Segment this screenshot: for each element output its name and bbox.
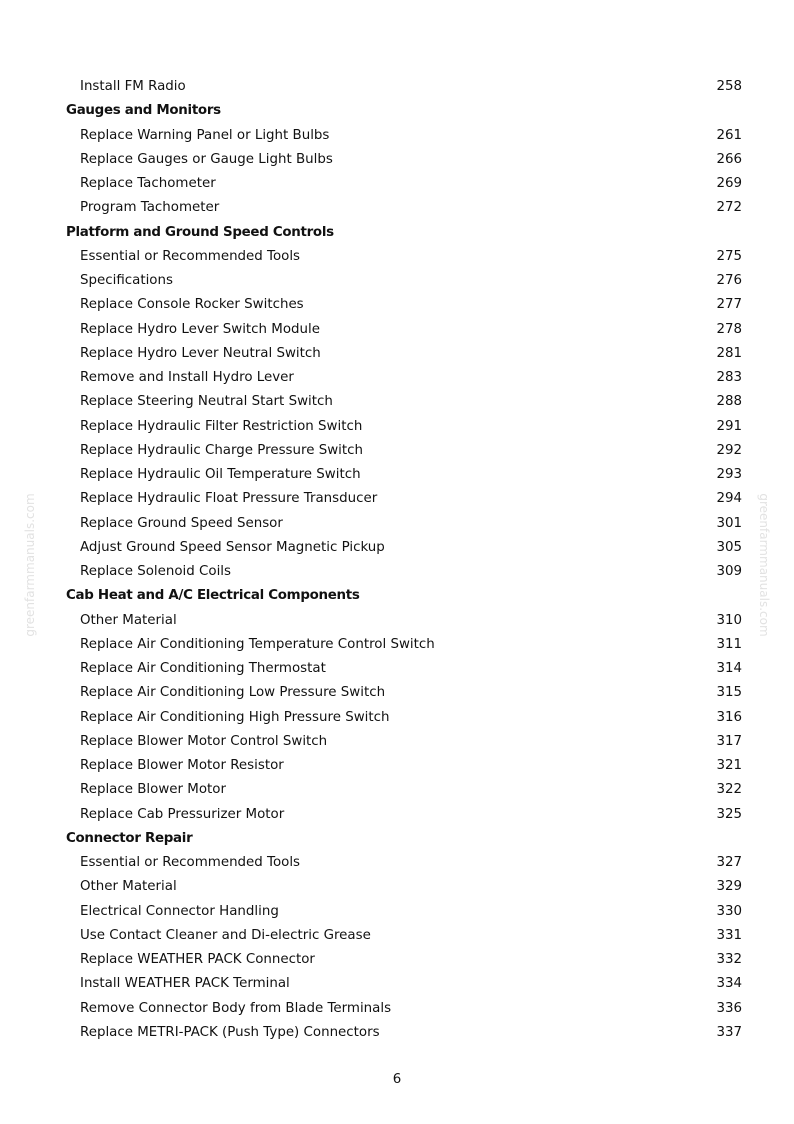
toc-entry[interactable]: [0, 1021, 794, 1045]
entry-page-number: 334: [716, 976, 742, 992]
toc-entry[interactable]: [0, 342, 794, 366]
entry-title: Replace Warning Panel or Light Bulbs: [80, 127, 330, 143]
toc-entry[interactable]: [0, 851, 794, 875]
entry-page-number: 278: [716, 321, 742, 337]
entry-title: Replace Tachometer: [80, 176, 216, 191]
toc-section-heading: [0, 221, 794, 245]
entry-page-number: 327: [716, 855, 742, 870]
entry-page-number: 310: [716, 612, 742, 628]
section-title: Gauges and Monitors: [66, 103, 221, 119]
entry-page-number: 261: [716, 127, 742, 143]
table-of-contents: [0, 75, 794, 1045]
toc-entry[interactable]: [0, 463, 794, 487]
entry-title: Adjust Ground Speed Sensor Magnetic Pickup: [80, 539, 385, 555]
entry-page-number: 314: [716, 661, 742, 676]
toc-entry[interactable]: [0, 900, 794, 924]
entry-page-number: 331: [716, 927, 742, 943]
entry-page-number: 321: [716, 758, 742, 773]
entry-title: Replace METRI-PACK (Push Type) Connectors: [80, 1024, 380, 1040]
entry-title: Install FM Radio: [80, 79, 186, 94]
page-number: 6: [392, 1072, 402, 1087]
toc-entry[interactable]: [0, 536, 794, 560]
entry-page-number: 325: [716, 806, 742, 822]
toc-section-heading: [0, 584, 794, 608]
toc-entry[interactable]: [0, 924, 794, 948]
toc-section-heading: [0, 827, 794, 851]
toc-entry[interactable]: [0, 681, 794, 705]
entry-page-number: 275: [716, 248, 742, 264]
toc-entry[interactable]: [0, 972, 794, 996]
entry-page-number: 329: [716, 879, 742, 895]
toc-entry[interactable]: [0, 172, 794, 196]
toc-entry[interactable]: [0, 196, 794, 220]
entry-page-number: 276: [716, 273, 742, 288]
entry-page-number: 316: [716, 709, 742, 725]
entry-page-number: 305: [716, 539, 742, 555]
toc-entry[interactable]: [0, 657, 794, 681]
watermark-left: greenfarmmanuals.com: [23, 493, 37, 637]
entry-title: Replace Air Conditioning Low Pressure Switch: [80, 685, 386, 701]
toc-entry[interactable]: [0, 415, 794, 439]
entry-page-number: 311: [716, 636, 742, 652]
entry-title: Replace WEATHER PACK Connector: [80, 952, 315, 967]
entry-title: Replace Hydraulic Float Pressure Transducer: [80, 491, 378, 507]
entry-page-number: 277: [716, 297, 742, 313]
entry-title: Replace Hydraulic Filter Restriction Switch: [80, 418, 363, 434]
entry-title: Replace Air Conditioning Thermostat: [80, 661, 326, 676]
toc-entry[interactable]: [0, 706, 794, 730]
entry-page-number: 336: [716, 1000, 742, 1016]
toc-entry[interactable]: [0, 609, 794, 633]
toc-entry[interactable]: [0, 512, 794, 536]
entry-page-number: 266: [716, 151, 742, 167]
toc-entry[interactable]: [0, 948, 794, 972]
entry-title: Remove and Install Hydro Lever: [80, 370, 294, 385]
toc-entry[interactable]: [0, 560, 794, 584]
entry-page-number: 317: [716, 733, 742, 749]
entry-title: Replace Ground Speed Sensor: [80, 515, 283, 531]
entry-title: Replace Steering Neutral Start Switch: [80, 394, 333, 410]
entry-title: Replace Blower Motor: [80, 782, 226, 798]
section-title: Cab Heat and A/C Electrical Components: [66, 588, 360, 604]
entry-title: Replace Hydraulic Charge Pressure Switch: [80, 442, 363, 458]
toc-entry[interactable]: [0, 754, 794, 778]
entry-title: Replace Air Conditioning High Pressure Switch: [80, 709, 390, 725]
entry-title: Replace Hydraulic Oil Temperature Switch: [80, 467, 361, 482]
entry-page-number: 281: [716, 345, 742, 361]
entry-page-number: 301: [716, 515, 742, 531]
entry-title: Remove Connector Body from Blade Terminals: [80, 1000, 392, 1016]
entry-title: Other Material: [80, 612, 177, 628]
entry-page-number: 292: [716, 442, 742, 458]
toc-entry[interactable]: [0, 730, 794, 754]
entry-page-number: 283: [716, 370, 742, 385]
toc-entry[interactable]: [0, 269, 794, 293]
entry-title: Specifications: [80, 273, 173, 288]
entry-page-number: 332: [716, 952, 742, 967]
section-title: Platform and Ground Speed Controls: [66, 224, 334, 240]
entry-page-number: 309: [716, 564, 742, 579]
toc-entry[interactable]: [0, 875, 794, 899]
entry-page-number: 269: [716, 176, 742, 191]
toc-entry[interactable]: [0, 293, 794, 317]
entry-page-number: 337: [716, 1024, 742, 1040]
entry-page-number: 293: [716, 467, 742, 482]
toc-entry[interactable]: [0, 803, 794, 827]
entry-title: Replace Console Rocker Switches: [80, 297, 304, 313]
toc-entry[interactable]: [0, 390, 794, 414]
watermark-right: greenfarmmanuals.com: [757, 493, 771, 637]
entry-title: Replace Air Conditioning Temperature Control Switch: [80, 636, 435, 652]
entry-title: Replace Solenoid Coils: [80, 564, 231, 579]
entry-title: Program Tachometer: [80, 200, 220, 216]
entry-title: Replace Hydro Lever Switch Module: [80, 321, 320, 337]
entry-page-number: 288: [716, 394, 742, 410]
toc-section-heading: [0, 99, 794, 123]
toc-entry[interactable]: [0, 318, 794, 342]
toc-entry[interactable]: [0, 148, 794, 172]
entry-title: Replace Blower Motor Control Switch: [80, 733, 328, 749]
entry-title: Electrical Connector Handling: [80, 903, 279, 919]
toc-entry[interactable]: [0, 778, 794, 802]
toc-entry[interactable]: [0, 75, 794, 99]
entry-page-number: 291: [716, 418, 742, 434]
entry-title: Replace Cab Pressurizer Motor: [80, 806, 285, 822]
entry-page-number: 315: [716, 685, 742, 701]
entry-page-number: 258: [716, 79, 742, 94]
toc-entry[interactable]: [0, 439, 794, 463]
toc-entry[interactable]: [0, 366, 794, 390]
toc-entry[interactable]: [0, 997, 794, 1021]
entry-page-number: 322: [716, 782, 742, 798]
toc-entry[interactable]: [0, 633, 794, 657]
toc-entry[interactable]: [0, 124, 794, 148]
entry-title: Install WEATHER PACK Terminal: [80, 976, 290, 992]
entry-title: Other Material: [80, 879, 177, 895]
entry-page-number: 330: [716, 903, 742, 919]
toc-entry[interactable]: [0, 487, 794, 511]
entry-title: Use Contact Cleaner and Di-electric Grease: [80, 927, 371, 943]
entry-title: Replace Hydro Lever Neutral Switch: [80, 345, 321, 361]
entry-page-number: 294: [716, 491, 742, 507]
entry-title: Replace Gauges or Gauge Light Bulbs: [80, 151, 333, 167]
section-title: Connector Repair: [66, 830, 193, 846]
entry-title: Replace Blower Motor Resistor: [80, 758, 284, 773]
entry-page-number: 272: [716, 200, 742, 216]
entry-title: Essential or Recommended Tools: [80, 248, 301, 264]
toc-entry[interactable]: [0, 245, 794, 269]
entry-title: Essential or Recommended Tools: [80, 855, 301, 870]
